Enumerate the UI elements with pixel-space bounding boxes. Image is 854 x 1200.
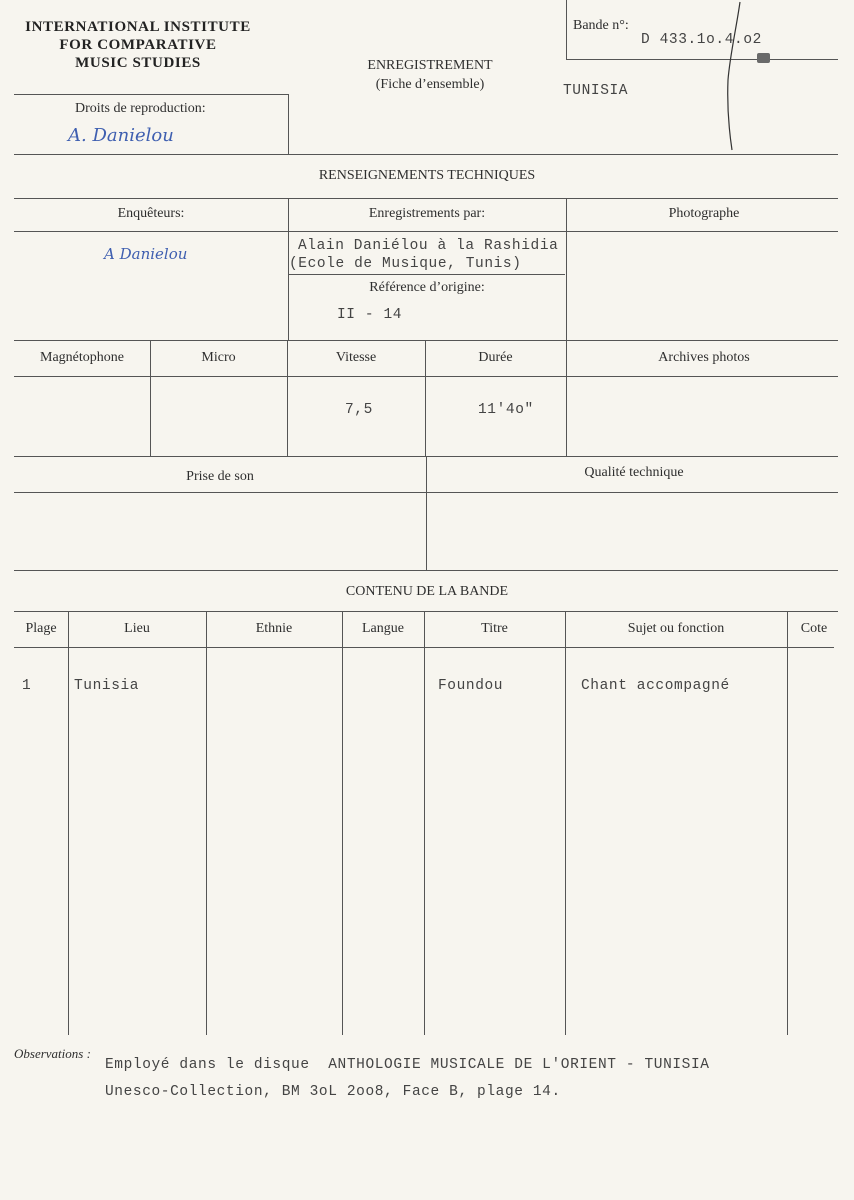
droits-label: Droits de reproduction: bbox=[75, 101, 206, 116]
contenu-col-5 bbox=[565, 611, 566, 1035]
institute-line-3: MUSIC STUDIES bbox=[75, 55, 201, 71]
country-value: TUNISIA bbox=[563, 83, 629, 99]
cell-titre: Foundou bbox=[438, 678, 504, 694]
enqueteurs-label: Enquêteurs: bbox=[117, 206, 185, 221]
form-title: ENREGISTREMENT bbox=[367, 58, 493, 73]
photographe-label: Photographe bbox=[668, 206, 740, 221]
tech-rule-2 bbox=[14, 198, 838, 199]
bande-value: D 433.1o.4.o2 bbox=[641, 32, 762, 48]
column-header-langue: Langue bbox=[362, 621, 404, 636]
cell-lieu: Tunisia bbox=[74, 678, 140, 694]
contenu-section-title: CONTENU DE LA BANDE bbox=[345, 584, 509, 599]
duree-value: 11'4o" bbox=[478, 402, 534, 418]
bande-box-bottom bbox=[566, 59, 838, 60]
contenu-col-6 bbox=[787, 611, 788, 1035]
qualite-label: Qualité technique bbox=[584, 465, 684, 480]
cell-sujet: Chant accompagné bbox=[581, 678, 730, 694]
institute-name bbox=[10, 18, 266, 72]
contenu-col-3 bbox=[342, 611, 343, 1035]
bande-label: Bande n°: bbox=[573, 18, 629, 33]
column-header-lieu: Lieu bbox=[124, 621, 150, 636]
magnetophone-label: Magnétophone bbox=[40, 350, 124, 365]
stamp-mark bbox=[757, 53, 770, 63]
contenu-col-1 bbox=[68, 611, 69, 1035]
tech-section-title: RENSEIGNEMENTS TECHNIQUES bbox=[318, 168, 536, 183]
institute-line-1: INTERNATIONAL INSTITUTE bbox=[25, 19, 251, 35]
tech-rule-4 bbox=[14, 340, 838, 341]
enregistrements-line-1: Alain Daniélou à la Rashidia bbox=[298, 238, 559, 254]
archives-label: Archives photos bbox=[658, 350, 750, 365]
contenu-col-2 bbox=[206, 611, 207, 1035]
droits-handwritten-value: A. Danielou bbox=[68, 125, 174, 146]
column-header-plage: Plage bbox=[25, 621, 57, 636]
enqueteurs-handwritten-value: A Danielou bbox=[104, 245, 188, 263]
column-header-cote: Cote bbox=[800, 621, 828, 636]
bande-box-left bbox=[566, 0, 567, 60]
institute-line-2: FOR COMPARATIVE bbox=[59, 37, 217, 53]
column-header-sujet: Sujet ou fonction bbox=[627, 621, 725, 636]
droits-box-top bbox=[14, 94, 288, 95]
tech-rule-top bbox=[14, 154, 838, 155]
duree-label: Durée bbox=[478, 350, 513, 365]
droits-box-right bbox=[288, 94, 289, 154]
vitesse-label: Vitesse bbox=[335, 350, 377, 365]
prise-label: Prise de son bbox=[186, 469, 254, 484]
table-row bbox=[14, 678, 834, 700]
contenu-rule-top bbox=[14, 611, 838, 612]
contenu-col-4 bbox=[424, 611, 425, 1035]
observations-line-2: Unesco-Collection, BM 3oL 2oo8, Face B, plage 14. bbox=[105, 1084, 561, 1100]
column-header-titre: Titre bbox=[481, 621, 508, 636]
tech-rule-8 bbox=[14, 570, 838, 571]
pen-stroke-mark bbox=[718, 0, 748, 155]
form-subtitle: (Fiche d’ensemble) bbox=[375, 77, 485, 92]
enregistrements-underline bbox=[289, 274, 565, 275]
cell-plage: 1 bbox=[22, 678, 32, 694]
tech-rule-5 bbox=[14, 376, 838, 377]
micro-label: Micro bbox=[201, 350, 236, 365]
enregistrements-line-2: (Ecole de Musique, Tunis) bbox=[289, 256, 522, 272]
column-header-ethnie: Ethnie bbox=[255, 621, 293, 636]
tech-rule-3 bbox=[14, 231, 838, 232]
observations-line-1: Employé dans le disque ANTHOLOGIE MUSICALE DE L'ORIENT - TUNISIA bbox=[105, 1057, 710, 1073]
vitesse-value: 7,5 bbox=[345, 402, 373, 418]
observations-label: Observations : bbox=[14, 1046, 91, 1061]
reference-value: II - 14 bbox=[337, 307, 403, 323]
enregistrements-label: Enregistrements par: bbox=[368, 206, 486, 221]
reference-label: Référence d’origine: bbox=[369, 280, 485, 295]
